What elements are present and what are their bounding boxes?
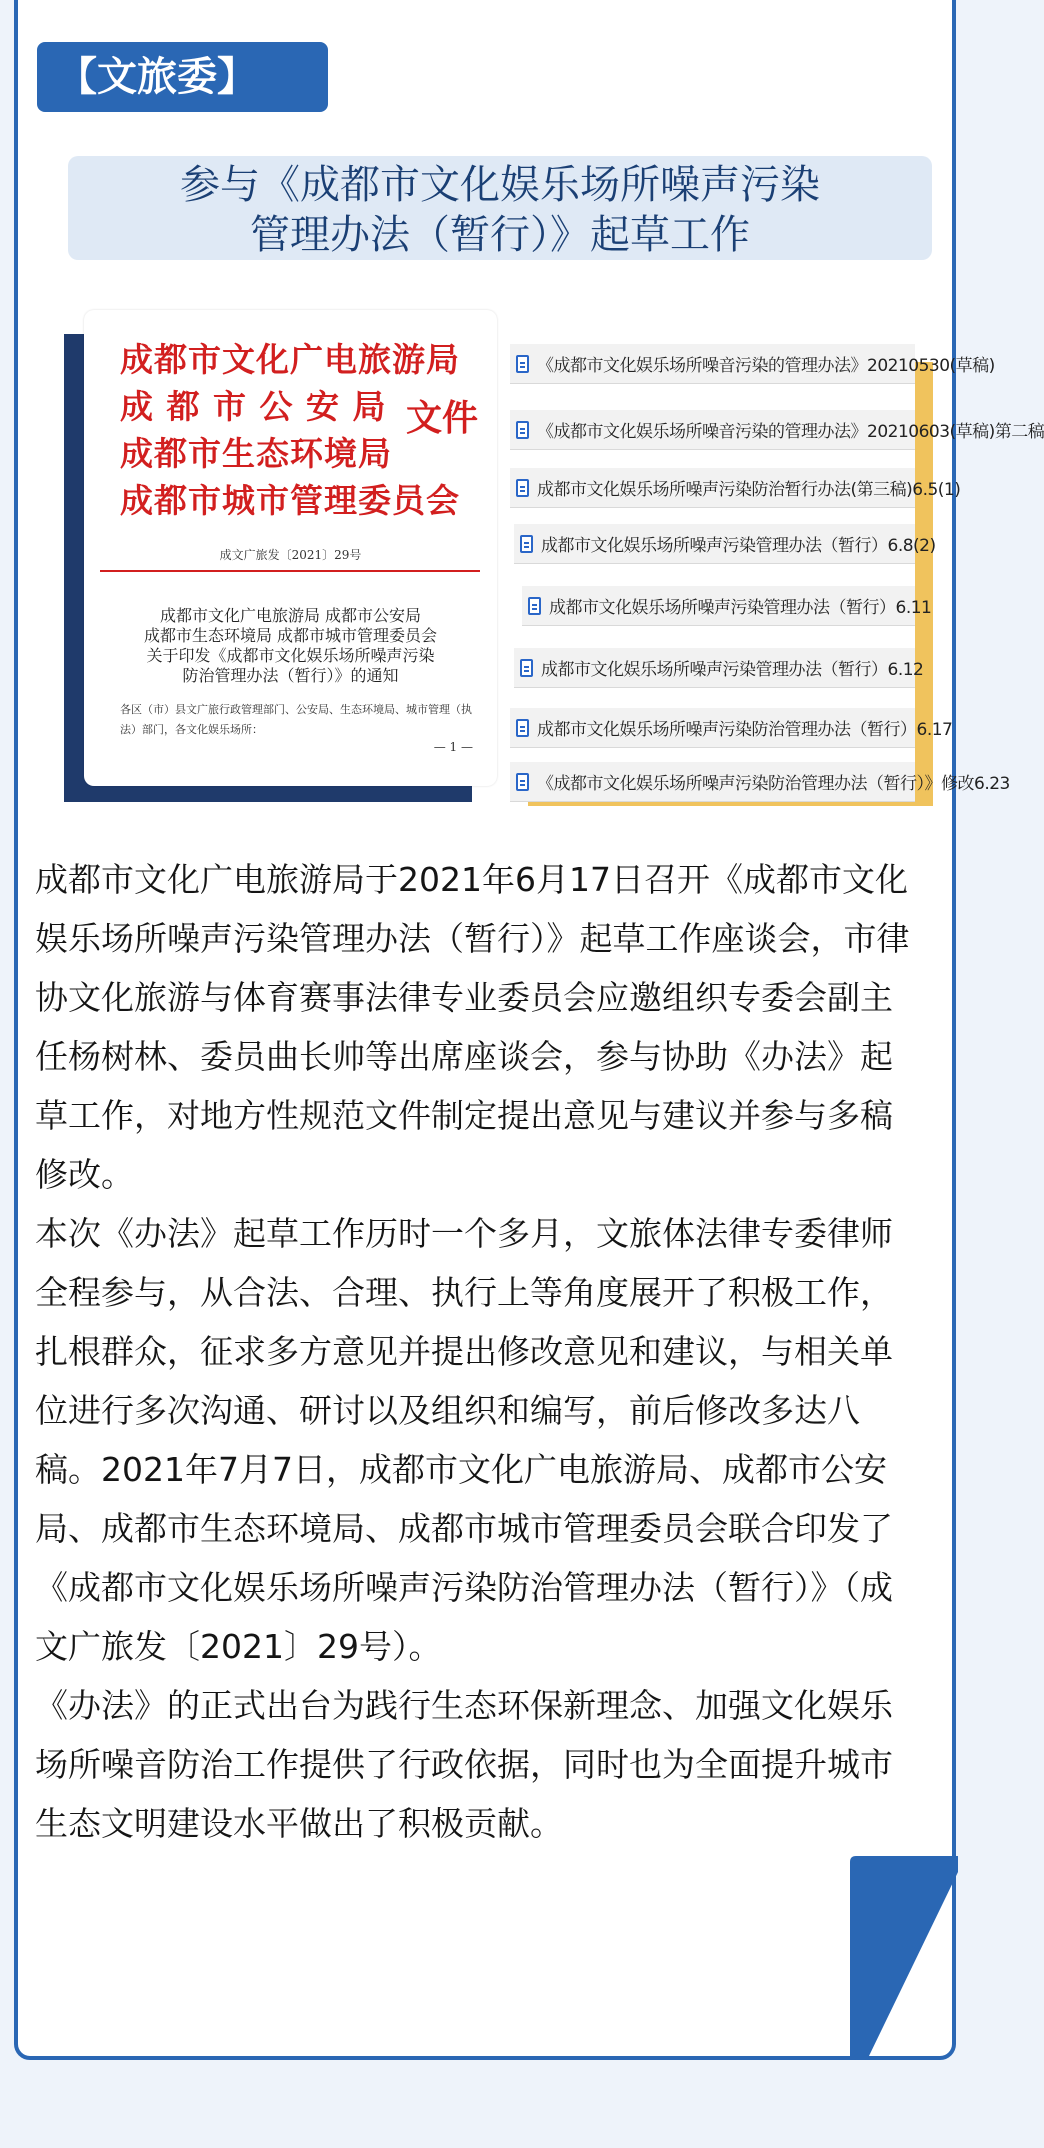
document-icon [520, 659, 533, 677]
file-name: 《成都市文化娱乐场所噪声污染防治管理办法（暂行）》修改6.23 [537, 774, 1010, 794]
issuer-line: 成都市文化广电旅游局 [120, 340, 460, 379]
notice-line: 关于印发《成都市文化娱乐场所噪声污染 [146, 646, 435, 665]
document-icon [516, 719, 529, 737]
issuer-line: 成都市城市管理委员会 [120, 481, 460, 520]
document-recipients: 各区（市）县文广旅行政管理部门、公安局、生态环境局、城市管理（执法）部门，各文化娱乐场所： [120, 703, 472, 736]
body-paragraph: 《办法》的正式出台为践行生态环保新理念、加强文化娱乐场所噪音防治工作提供了行政依据，同时也为全面提升城市生态文明建设水平做出了积极贡献。 [35, 1686, 893, 1843]
file-name: 《成都市文化娱乐场所噪音污染的管理办法》20210530(草稿) [537, 356, 995, 376]
section-tag: 【文旅委】 [37, 42, 328, 112]
notice-line: 防治管理办法（暂行）》的通知 [182, 666, 399, 685]
file-list-item [510, 708, 953, 748]
article-body [35, 850, 925, 1853]
file-list-item [514, 648, 924, 688]
notice-line: 成都市生态环境局 成都市城市管理委员会 [143, 626, 438, 645]
document-file-label: 文件 [406, 397, 479, 439]
document-icon [516, 421, 529, 439]
document-icon [516, 355, 529, 373]
document-icon [516, 479, 529, 497]
article-headline [68, 156, 932, 260]
document-red-divider [100, 570, 480, 572]
file-list-item [510, 410, 1044, 450]
file-list-item [514, 524, 936, 564]
file-list-item [510, 344, 995, 384]
headline-line-1: 参与《成都市文化娱乐场所噪声污染 [180, 162, 820, 208]
body-paragraph: 成都市文化广电旅游局于2021年6月17日召开《成都市文化娱乐场所噪声污染管理办法（暂行）》起草工作座谈会，市律协文化旅游与体育赛事法律专业委员会应邀组织专委会副主任杨树林、委员曲长帅等出席座谈会，参与协助《办法》起草工作，对地方性规范文件制定提出意见与建议并参与多稿修改。 [35, 860, 910, 1194]
issuer-line: 成 都 市 公 安 局 [120, 387, 387, 426]
document-notice-title [84, 606, 497, 686]
document-page-marker: — 1 — [433, 740, 473, 754]
body-paragraph: 本次《办法》起草工作历时一个多月，文旅体法律专委律师全程参与，从合法、合理、执行上等角度展开了积极工作，扎根群众，征求多方意见并提出修改意见和建议，与相关单位进行多次沟通、研讨以及组织和编写，前后修改多达八稿。2021年7月7日，成都市文化广电旅游局、成都市公安局、成都市生态环境局、成都市城市管理委员会联合印发了《成都市文化娱乐场所噪声污染防治管理办法（暂行）》（成文广旅发〔2021〕29号）。 [35, 1214, 893, 1666]
file-name: 成都市文化娱乐场所噪声污染防治管理办法（暂行）6.17 [537, 720, 953, 740]
file-name: 成都市文化娱乐场所噪声污染管理办法（暂行）6.12 [541, 660, 924, 680]
file-list-item [510, 468, 961, 508]
document-number: 成文广旅发〔2021〕29号 [219, 548, 362, 562]
document-image [84, 310, 497, 786]
headline-line-2: 管理办法（暂行）》起草工作 [250, 212, 750, 258]
document-icon [528, 597, 541, 615]
file-name: 成都市文化娱乐场所噪声污染管理办法（暂行）6.8(2) [541, 536, 936, 556]
notice-line: 成都市文化广电旅游局 成都市公安局 [159, 606, 422, 625]
issuer-line: 成都市生态环境局 [120, 434, 392, 473]
document-icon [516, 773, 529, 791]
file-list-item [522, 586, 932, 626]
file-name: 《成都市文化娱乐场所噪音污染的管理办法》20210603(草稿)第二稿 [537, 422, 1044, 442]
file-name: 成都市文化娱乐场所噪声污染防治暂行办法(第三稿)6.5(1) [537, 480, 961, 500]
corner-decoration [850, 1862, 958, 2062]
file-list-item [510, 762, 1010, 802]
document-icon [520, 535, 533, 553]
file-name: 成都市文化娱乐场所噪声污染管理办法（暂行）6.11 [549, 598, 932, 618]
